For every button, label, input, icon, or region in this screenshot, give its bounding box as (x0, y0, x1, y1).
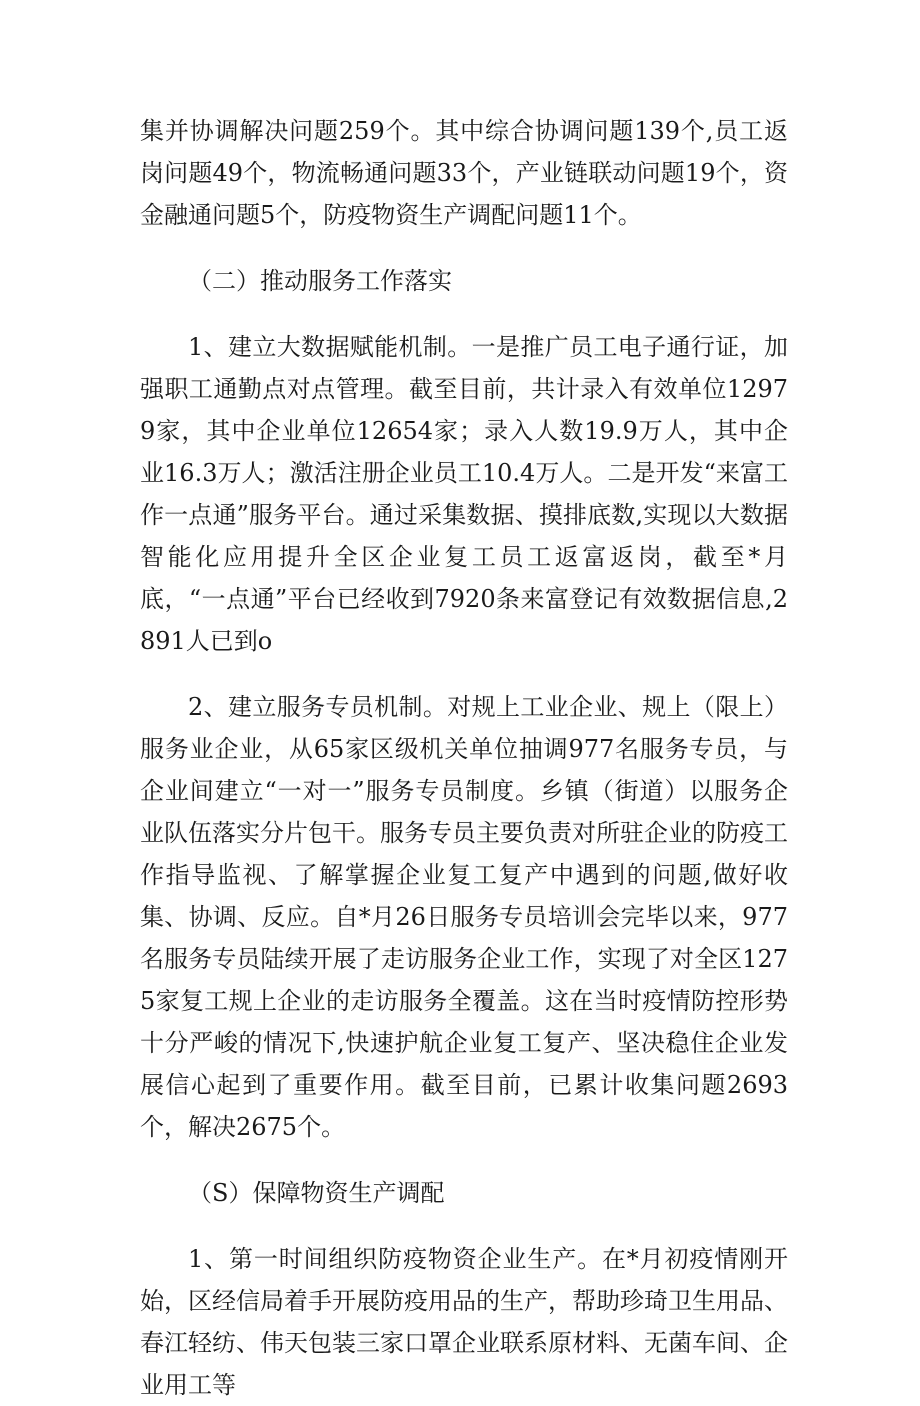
spacer (140, 236, 788, 260)
section-heading-2: （二）推动服务工作落实 (188, 267, 452, 295)
spacer (140, 302, 788, 326)
section-heading-3: （S）保障物资生产调配 (188, 1179, 445, 1207)
paragraph-big-data-mechanism: 1、建立大数据赋能机制。一是推广员工电子通行证，加强职工通勤点对点管理。截至目前，共计录入有效单位12979家，其中企业单位12654家；录入人数19.9万人，其中企业16.3万人；激活注册企业员工10.4万人。二是开发“来富工作一点通”服务平台。通过采集数据、摸排底数,实现以大数据智能化应用提升全区企业复工员工返富返岗，截至*月底，“一点通”平台已经收到7920条来富登记有效数据信息,2891人已到o (140, 333, 788, 655)
document-body (140, 110, 788, 1406)
paragraph-service-commissioner: 2、建立服务专员机制。对规上工业企业、规上（限上）服务业企业，从65家区级机关单位抽调977名服务专员，与企业间建立“一对一”服务专员制度。乡镇（街道）以服务企业队伍落实分片包干。服务专员主要负责对所驻企业的防疫工作指导监视、了解掌握企业复工复产中遇到的问题,做好收集、协调、反应。自*月26日服务专员培训会完毕以来，977名服务专员陆续开展了走访服务企业工作，实现了对全区1275家复工规上企业的走访服务全覆盖。这在当时疫情防控形势十分严峻的情况下,快速护航企业复工复产、坚决稳住企业发展信心起到了重要作用。截至目前，已累计收集问题2693个，解决2675个。 (140, 693, 788, 1141)
paragraph-epidemic-supplies: 1、第一时间组织防疫物资企业生产。在*月初疫情刚开始，区经信局着手开展防疫用品的生产，帮助珍琦卫生用品、春江轻纺、伟天包装三家口罩企业联系原材料、无菌车间、企业用工等 (140, 1245, 788, 1399)
paragraph-continuation: 集并协调解决问题259个。其中综合协调问题139个,员工返岗问题49个，物流畅通问题33个，产业链联动问题19个，资金融通问题5个，防疫物资生产调配问题11个。 (140, 117, 788, 229)
spacer (140, 662, 788, 686)
spacer (140, 1148, 788, 1172)
spacer (140, 1214, 788, 1238)
